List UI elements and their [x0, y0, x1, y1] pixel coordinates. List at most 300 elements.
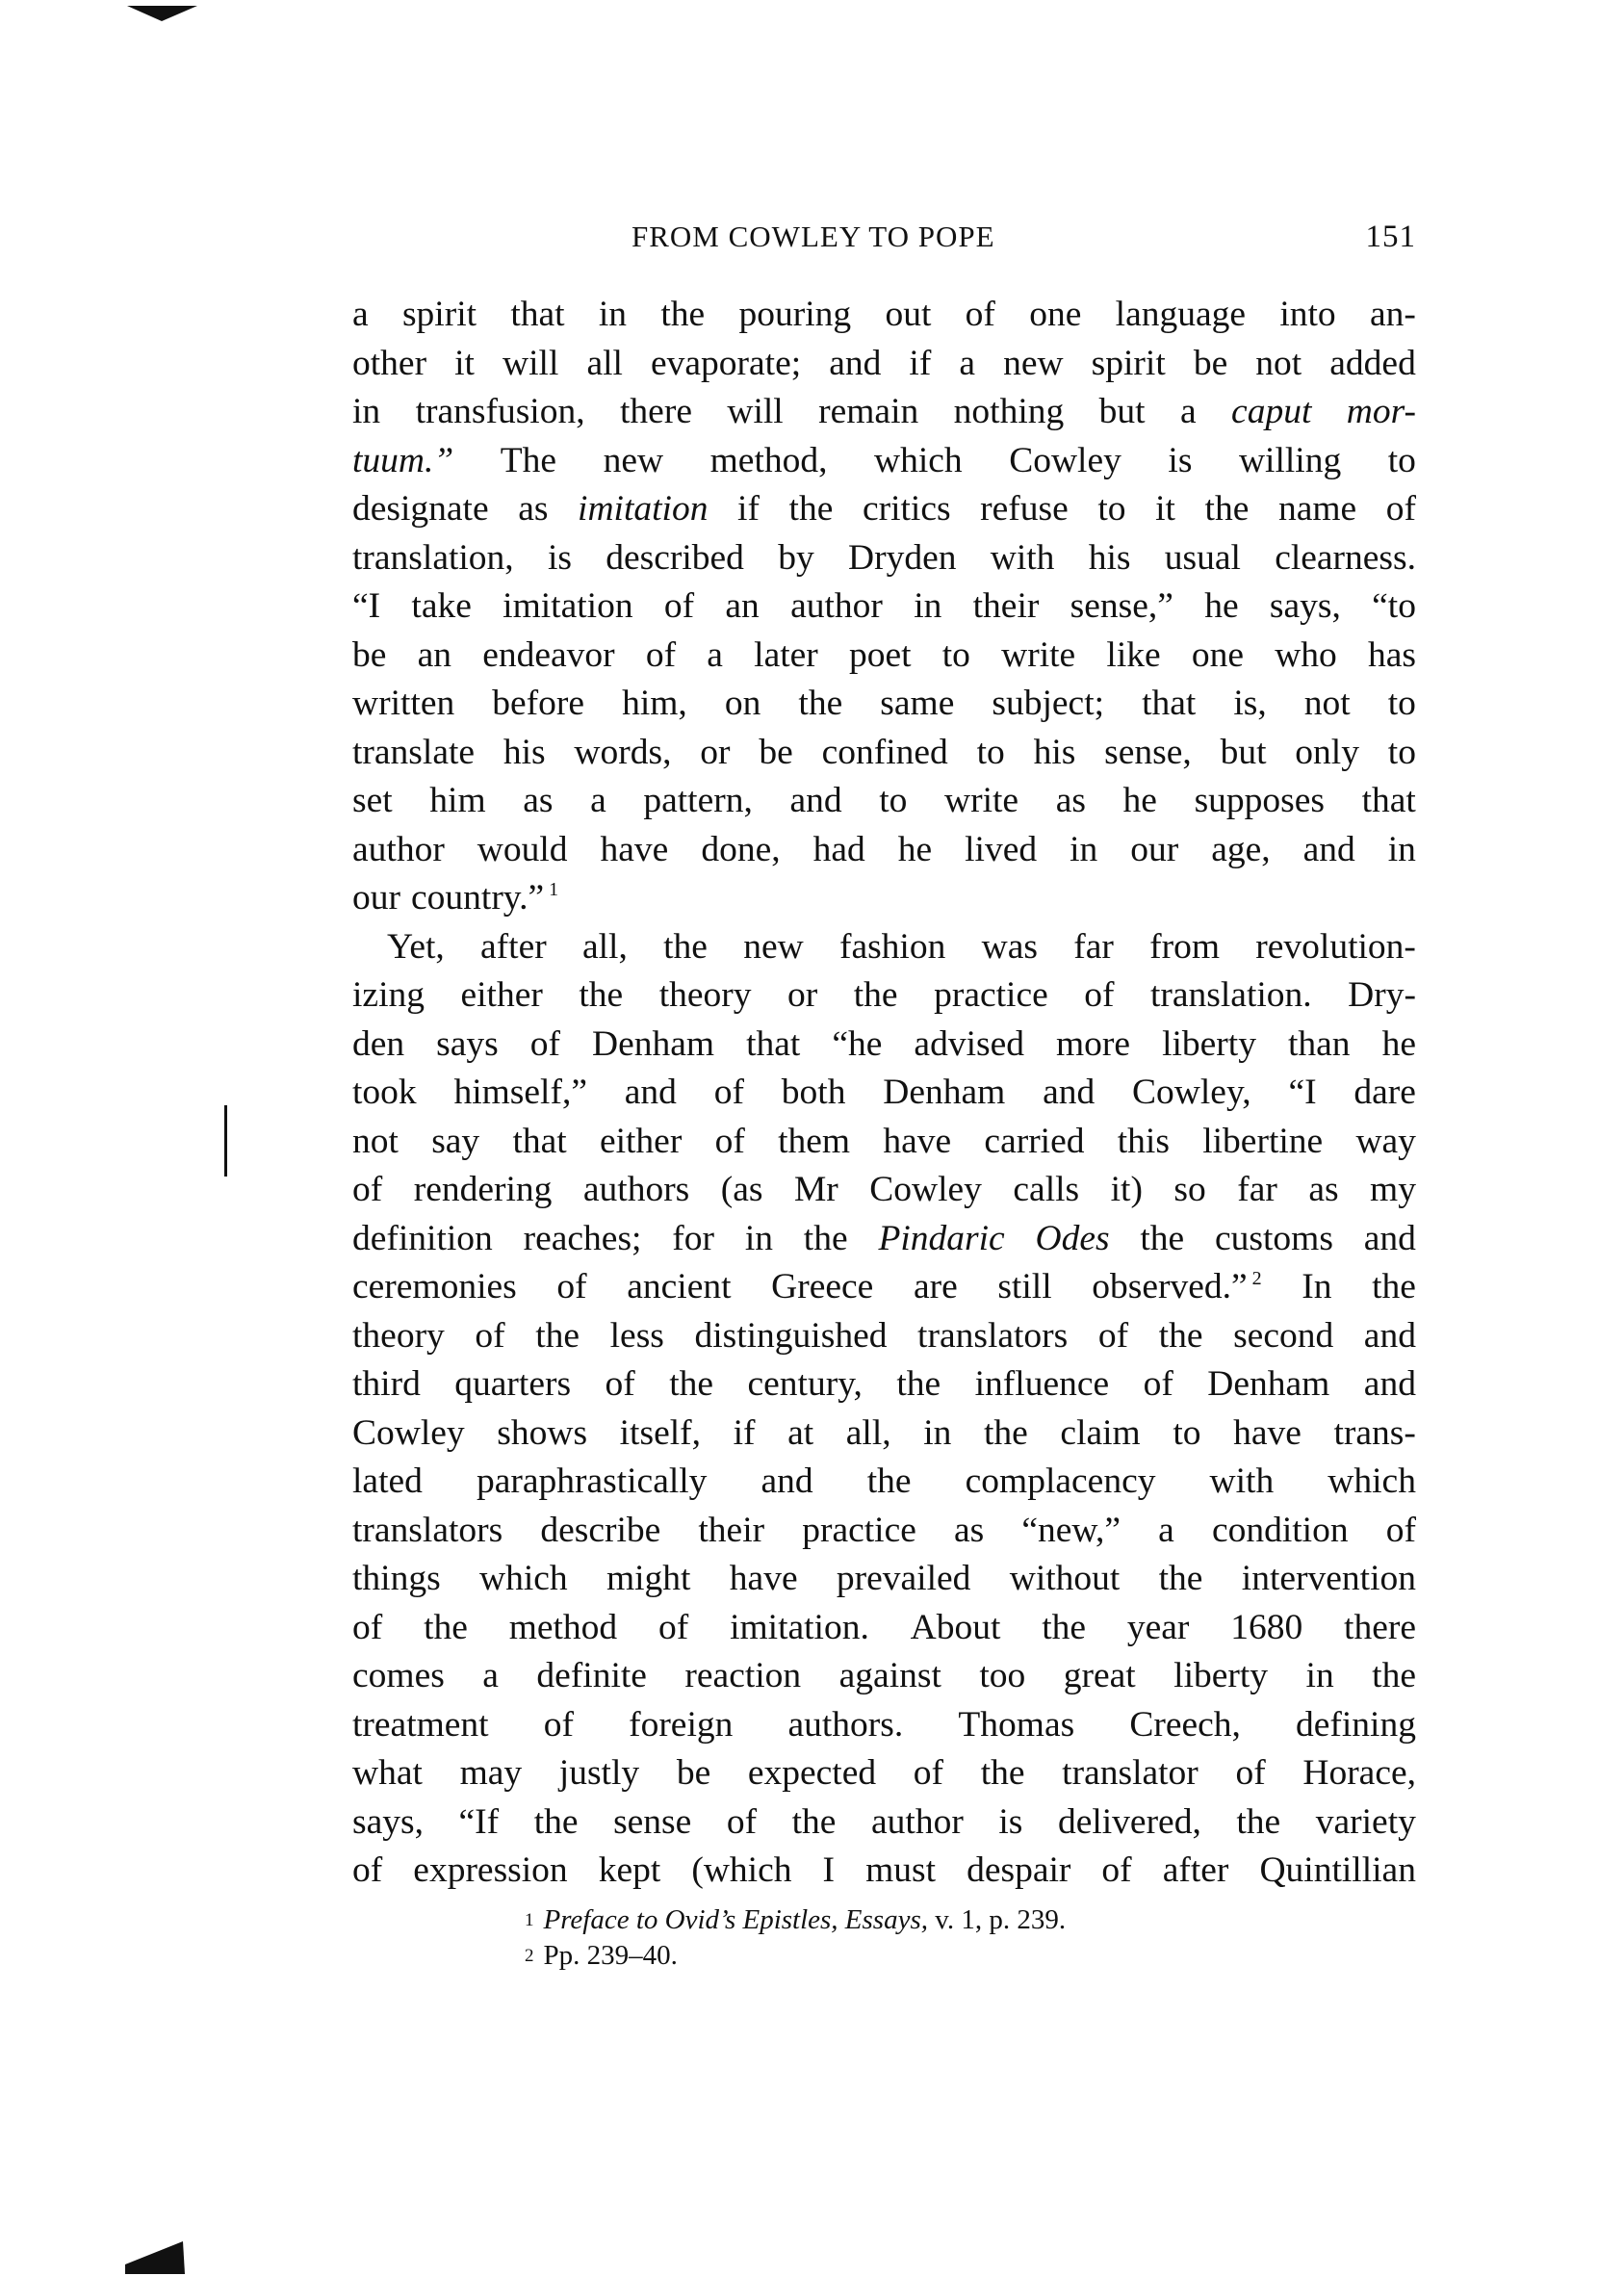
word: of — [713, 1073, 744, 1112]
word: itself, — [619, 1412, 701, 1453]
word: intervention — [1241, 1559, 1416, 1598]
word: describe — [540, 1510, 661, 1550]
word: and — [789, 781, 842, 820]
word: liberty — [1173, 1656, 1269, 1695]
word: refuse — [980, 489, 1069, 529]
word: our — [352, 878, 400, 918]
word: only — [1295, 732, 1359, 772]
word: carried — [984, 1121, 1085, 1161]
word: the — [1372, 1267, 1416, 1306]
word: definition — [352, 1218, 493, 1258]
word: as — [523, 781, 554, 820]
word: revolution- — [1255, 926, 1416, 967]
word: of — [352, 1850, 383, 1890]
text-line — [352, 388, 1416, 437]
word: fashion — [838, 926, 946, 967]
word: condition — [1211, 1510, 1349, 1550]
word: after — [480, 926, 547, 967]
word: ancient — [627, 1267, 732, 1306]
word: new — [603, 440, 664, 480]
word: a — [1179, 392, 1197, 431]
word: or — [787, 975, 818, 1015]
word: tuum.” — [352, 440, 454, 480]
word: pouring — [738, 295, 852, 334]
word: spirit — [401, 295, 477, 334]
word: that — [1142, 684, 1197, 723]
word: the — [853, 975, 898, 1015]
word: to — [1387, 732, 1416, 772]
text-line — [352, 1555, 1416, 1604]
word: if — [733, 1412, 756, 1453]
word: Horace, — [1302, 1753, 1416, 1793]
word: have — [1233, 1412, 1302, 1453]
word: the — [1158, 1559, 1203, 1598]
word: as — [953, 1510, 985, 1550]
word: in — [923, 1412, 952, 1453]
word: so — [1173, 1170, 1206, 1209]
word: imitation. — [730, 1607, 869, 1647]
word: century, — [747, 1364, 863, 1404]
text-line — [352, 1069, 1416, 1118]
word: of — [1084, 975, 1115, 1015]
word: not — [1255, 343, 1302, 383]
text-line — [352, 582, 1416, 632]
word: translators — [917, 1315, 1069, 1356]
word: of — [1385, 1510, 1416, 1550]
word: Yet, — [387, 926, 445, 967]
running-title: FROM COWLEY TO POPE — [632, 220, 995, 253]
word: and — [1363, 1218, 1416, 1258]
text-line — [352, 874, 1416, 923]
word: libertine — [1202, 1121, 1324, 1161]
word: delivered, — [1057, 1801, 1201, 1842]
word: new — [743, 926, 804, 967]
text-line — [352, 291, 1416, 340]
word: it — [454, 343, 475, 383]
word: Creech, — [1129, 1704, 1241, 1745]
text-line — [352, 1652, 1416, 1701]
word: advised — [914, 1023, 1024, 1064]
word: Denham — [592, 1023, 715, 1064]
word: Thomas — [958, 1704, 1075, 1745]
word: took — [352, 1073, 417, 1112]
word: reaction — [684, 1656, 802, 1695]
word: imitation — [503, 586, 633, 626]
word: with — [990, 537, 1055, 578]
word: Cowley — [1009, 440, 1121, 480]
word: expected — [747, 1753, 877, 1793]
word: year — [1126, 1607, 1190, 1647]
word: this — [1117, 1121, 1170, 1161]
word: says, — [352, 1801, 424, 1842]
word: than — [1287, 1023, 1351, 1064]
word: The — [500, 440, 557, 480]
word: is — [998, 1801, 1023, 1842]
word: with — [1209, 1461, 1275, 1501]
word: of — [1101, 1850, 1132, 1890]
word: authors. — [787, 1704, 904, 1745]
word: to — [1173, 1412, 1201, 1453]
word: rendering — [413, 1170, 553, 1209]
word: ceremonies — [352, 1267, 517, 1306]
word: and — [624, 1073, 677, 1112]
word: and — [1363, 1364, 1416, 1404]
word: claim — [1060, 1412, 1141, 1453]
word: still — [997, 1267, 1052, 1306]
word: observed.” $^2$ — [1092, 1267, 1262, 1306]
word: kept — [598, 1850, 661, 1890]
word: expression — [413, 1850, 568, 1890]
word: the — [980, 1753, 1025, 1793]
word: translation, — [352, 537, 514, 578]
word: the — [788, 489, 834, 529]
word: to — [1387, 684, 1416, 723]
word: he — [897, 829, 933, 869]
word: distinguished — [694, 1315, 888, 1356]
word: must — [865, 1850, 937, 1890]
text-line — [352, 680, 1416, 729]
word: a — [1158, 1510, 1174, 1550]
word: more — [1056, 1023, 1131, 1064]
word: shows — [497, 1412, 588, 1453]
text-line — [352, 1507, 1416, 1556]
word: him, — [622, 684, 687, 723]
word: usual — [1164, 537, 1241, 578]
word: of — [556, 1267, 587, 1306]
text-line — [352, 1847, 1416, 1896]
word: too — [979, 1656, 1026, 1695]
word: “new,” — [1021, 1510, 1121, 1550]
word: customs — [1215, 1218, 1333, 1258]
word: him — [429, 781, 486, 820]
word: there — [620, 392, 692, 431]
footnote-mark: 1 — [525, 1910, 534, 1930]
word: dare — [1353, 1073, 1416, 1112]
word: their — [972, 586, 1040, 626]
word: to — [1097, 489, 1126, 529]
word: the — [579, 975, 624, 1015]
word: justly — [558, 1753, 640, 1793]
word: added — [1329, 343, 1416, 383]
footnote — [525, 1902, 1295, 1938]
word: in — [744, 1218, 773, 1258]
word: “he — [832, 1023, 883, 1064]
word: translate — [352, 732, 476, 772]
word: method, — [709, 440, 828, 480]
word: lived — [965, 829, 1038, 869]
word: liberty — [1162, 1023, 1256, 1064]
word: might — [606, 1559, 691, 1598]
word: the — [1158, 1315, 1203, 1356]
word: quarters — [454, 1364, 572, 1404]
word: imitation — [578, 489, 709, 529]
word: his — [1088, 537, 1131, 578]
word: willing — [1238, 440, 1342, 480]
word: Denham — [883, 1073, 1006, 1112]
word: at — [787, 1412, 814, 1453]
text-line — [352, 1458, 1416, 1507]
footnote-title: Preface to Ovid’s Epistles, Essays, — [543, 1904, 929, 1935]
word: the — [984, 1412, 1028, 1453]
word: Cowley, — [1132, 1073, 1251, 1112]
word: of — [658, 1607, 689, 1647]
word: a — [707, 634, 723, 675]
word: critics — [862, 489, 951, 529]
word: of — [1143, 1364, 1173, 1404]
word: of — [529, 1023, 561, 1064]
word: but — [1098, 392, 1146, 431]
word: other — [352, 343, 427, 383]
word: take — [411, 586, 472, 626]
word: his — [503, 732, 546, 772]
word: an — [417, 634, 452, 675]
word: all, — [845, 1412, 891, 1453]
word: the — [669, 1364, 714, 1404]
word: Quintillian — [1259, 1850, 1416, 1890]
word: say — [431, 1121, 480, 1161]
footnote-ref: 2 — [1247, 1268, 1262, 1289]
word: den — [352, 1023, 405, 1064]
word: our — [1130, 829, 1179, 869]
text-line — [352, 437, 1416, 486]
word: his — [1033, 732, 1076, 772]
word: “to — [1372, 586, 1416, 626]
word: calls — [1013, 1170, 1080, 1209]
word: far — [1237, 1170, 1277, 1209]
word: theory — [352, 1315, 445, 1356]
word: was — [981, 926, 1038, 967]
word: to — [976, 732, 1005, 772]
word: of — [1235, 1753, 1266, 1793]
word: will — [727, 392, 784, 431]
text-line — [352, 1798, 1416, 1848]
footnote-text — [544, 1902, 1067, 1938]
word: in — [352, 392, 381, 431]
word: Dry- — [1348, 975, 1416, 1015]
word: that — [512, 1121, 567, 1161]
word: endeavor — [482, 634, 615, 675]
word: what — [352, 1753, 423, 1793]
word: set — [352, 781, 393, 820]
word: says, — [1269, 586, 1341, 626]
word: influence — [974, 1364, 1110, 1404]
word: may — [459, 1753, 523, 1793]
word: it — [1155, 489, 1175, 529]
word: all — [586, 343, 623, 383]
word: definite — [536, 1656, 647, 1695]
text-line — [352, 1604, 1416, 1653]
word: to — [879, 781, 908, 820]
word: as — [1055, 781, 1086, 820]
word: a — [482, 1656, 499, 1695]
word: and — [829, 343, 882, 383]
word: translation. — [1149, 975, 1312, 1015]
word: transfusion, — [415, 392, 585, 431]
word: method — [508, 1607, 618, 1647]
word: great — [1063, 1656, 1136, 1695]
word: the — [660, 295, 706, 334]
word: of — [475, 1315, 505, 1356]
word: About — [910, 1607, 1001, 1647]
word: the — [1236, 1801, 1281, 1842]
word: treatment — [352, 1704, 489, 1745]
word: (which — [691, 1850, 792, 1890]
word: of — [913, 1753, 944, 1793]
page-number: 151 — [1365, 220, 1416, 254]
word: both — [781, 1073, 846, 1112]
word: izing — [352, 975, 425, 1015]
word: of — [543, 1704, 574, 1745]
word: sense — [613, 1801, 692, 1842]
word: (as — [720, 1170, 763, 1209]
word: is — [547, 537, 572, 578]
word: Dryden — [848, 537, 957, 578]
word: all, — [581, 926, 628, 967]
word: says — [436, 1023, 499, 1064]
word: country.” $^1$ — [411, 878, 559, 918]
word: which — [479, 1559, 568, 1598]
word: but — [1220, 732, 1267, 772]
word: less — [609, 1315, 664, 1356]
word: have — [600, 829, 669, 869]
word: after — [1162, 1850, 1229, 1890]
text-line — [352, 1360, 1416, 1410]
page-header — [352, 220, 1416, 258]
word: from — [1149, 926, 1221, 967]
word: be — [352, 634, 387, 675]
word: the — [1042, 1607, 1087, 1647]
word: complacency — [965, 1461, 1156, 1501]
word: against — [838, 1656, 941, 1695]
word: either — [460, 975, 543, 1015]
word: in — [1070, 829, 1098, 869]
body-text — [352, 291, 1416, 1896]
text-line — [352, 534, 1416, 583]
word: same — [880, 684, 955, 723]
word: there — [1344, 1607, 1416, 1647]
word: later — [754, 634, 818, 675]
word: remain — [818, 392, 919, 431]
word: to — [1387, 440, 1416, 480]
word: second — [1233, 1315, 1334, 1356]
word: poet — [848, 634, 912, 675]
word: paraphrastically — [476, 1461, 708, 1501]
word: clearness. — [1275, 537, 1416, 578]
word: the — [1372, 1656, 1416, 1695]
word: of — [645, 634, 677, 675]
word: their — [698, 1510, 765, 1550]
word: mor- — [1346, 392, 1416, 431]
word: which — [1328, 1461, 1416, 1501]
word: supposes — [1194, 781, 1325, 820]
word: he — [1204, 586, 1239, 626]
word: author — [790, 586, 883, 626]
word: that — [746, 1023, 801, 1064]
word: foreign — [629, 1704, 734, 1745]
word: the — [791, 1801, 837, 1842]
word: evaporate; — [650, 343, 802, 383]
text-line — [352, 1701, 1416, 1750]
word: and — [1043, 1073, 1096, 1112]
text-line — [352, 777, 1416, 826]
footnote-mark: 2 — [525, 1946, 534, 1966]
word: prevailed — [836, 1559, 971, 1598]
word: of — [726, 1801, 758, 1842]
word: practice — [802, 1510, 916, 1550]
word: translator — [1062, 1753, 1199, 1793]
word: is — [1168, 440, 1193, 480]
word: third — [352, 1364, 421, 1404]
word: nothing — [953, 392, 1065, 431]
word: as — [518, 489, 549, 529]
word: who — [1275, 634, 1337, 675]
word: variety — [1315, 1801, 1416, 1842]
footnote — [525, 1938, 1295, 1974]
word: “I — [352, 586, 381, 626]
text-line — [352, 826, 1416, 875]
text-line — [352, 1118, 1416, 1167]
footnote-text — [544, 1938, 678, 1974]
word: way — [1355, 1121, 1416, 1161]
word: age, — [1211, 829, 1271, 869]
word: for — [672, 1218, 714, 1258]
footnote-rest: v. 1, p. 239. — [928, 1904, 1067, 1935]
word: spirit — [1091, 343, 1166, 383]
word: the — [866, 1461, 912, 1501]
word: Odes — [1035, 1218, 1110, 1258]
word: author — [871, 1801, 964, 1842]
word: a — [352, 295, 369, 334]
text-line — [352, 971, 1416, 1021]
word: in — [598, 295, 628, 334]
word: Cowley — [352, 1412, 465, 1453]
word: that — [510, 295, 565, 334]
word: practice — [934, 975, 1048, 1015]
word: the — [896, 1364, 941, 1404]
word: not — [352, 1121, 399, 1161]
word: an — [725, 586, 760, 626]
word: of — [605, 1364, 635, 1404]
word: of — [1097, 1315, 1129, 1356]
word: designate — [352, 489, 489, 529]
word: he — [1122, 781, 1157, 820]
word: confined — [821, 732, 948, 772]
word: done, — [701, 829, 781, 869]
word: of — [965, 295, 995, 334]
word: had — [812, 829, 865, 869]
word: either — [599, 1121, 683, 1161]
word: in — [1387, 829, 1416, 869]
word: sense,” — [1070, 586, 1173, 626]
word: the — [663, 926, 708, 967]
word: it) — [1110, 1170, 1143, 1209]
word: Denham — [1207, 1364, 1330, 1404]
word: my — [1370, 1170, 1416, 1209]
word: translators — [352, 1510, 503, 1550]
text-line — [352, 340, 1416, 389]
word: and — [1363, 1315, 1416, 1356]
word: have — [729, 1559, 798, 1598]
word: if — [909, 343, 932, 383]
word: the — [803, 1218, 848, 1258]
word: on — [724, 684, 761, 723]
word: would — [477, 829, 568, 869]
word: be — [1193, 343, 1228, 383]
text-line — [352, 1410, 1416, 1459]
word: an- — [1369, 295, 1416, 334]
text-line — [352, 1749, 1416, 1798]
word: has — [1368, 634, 1416, 675]
